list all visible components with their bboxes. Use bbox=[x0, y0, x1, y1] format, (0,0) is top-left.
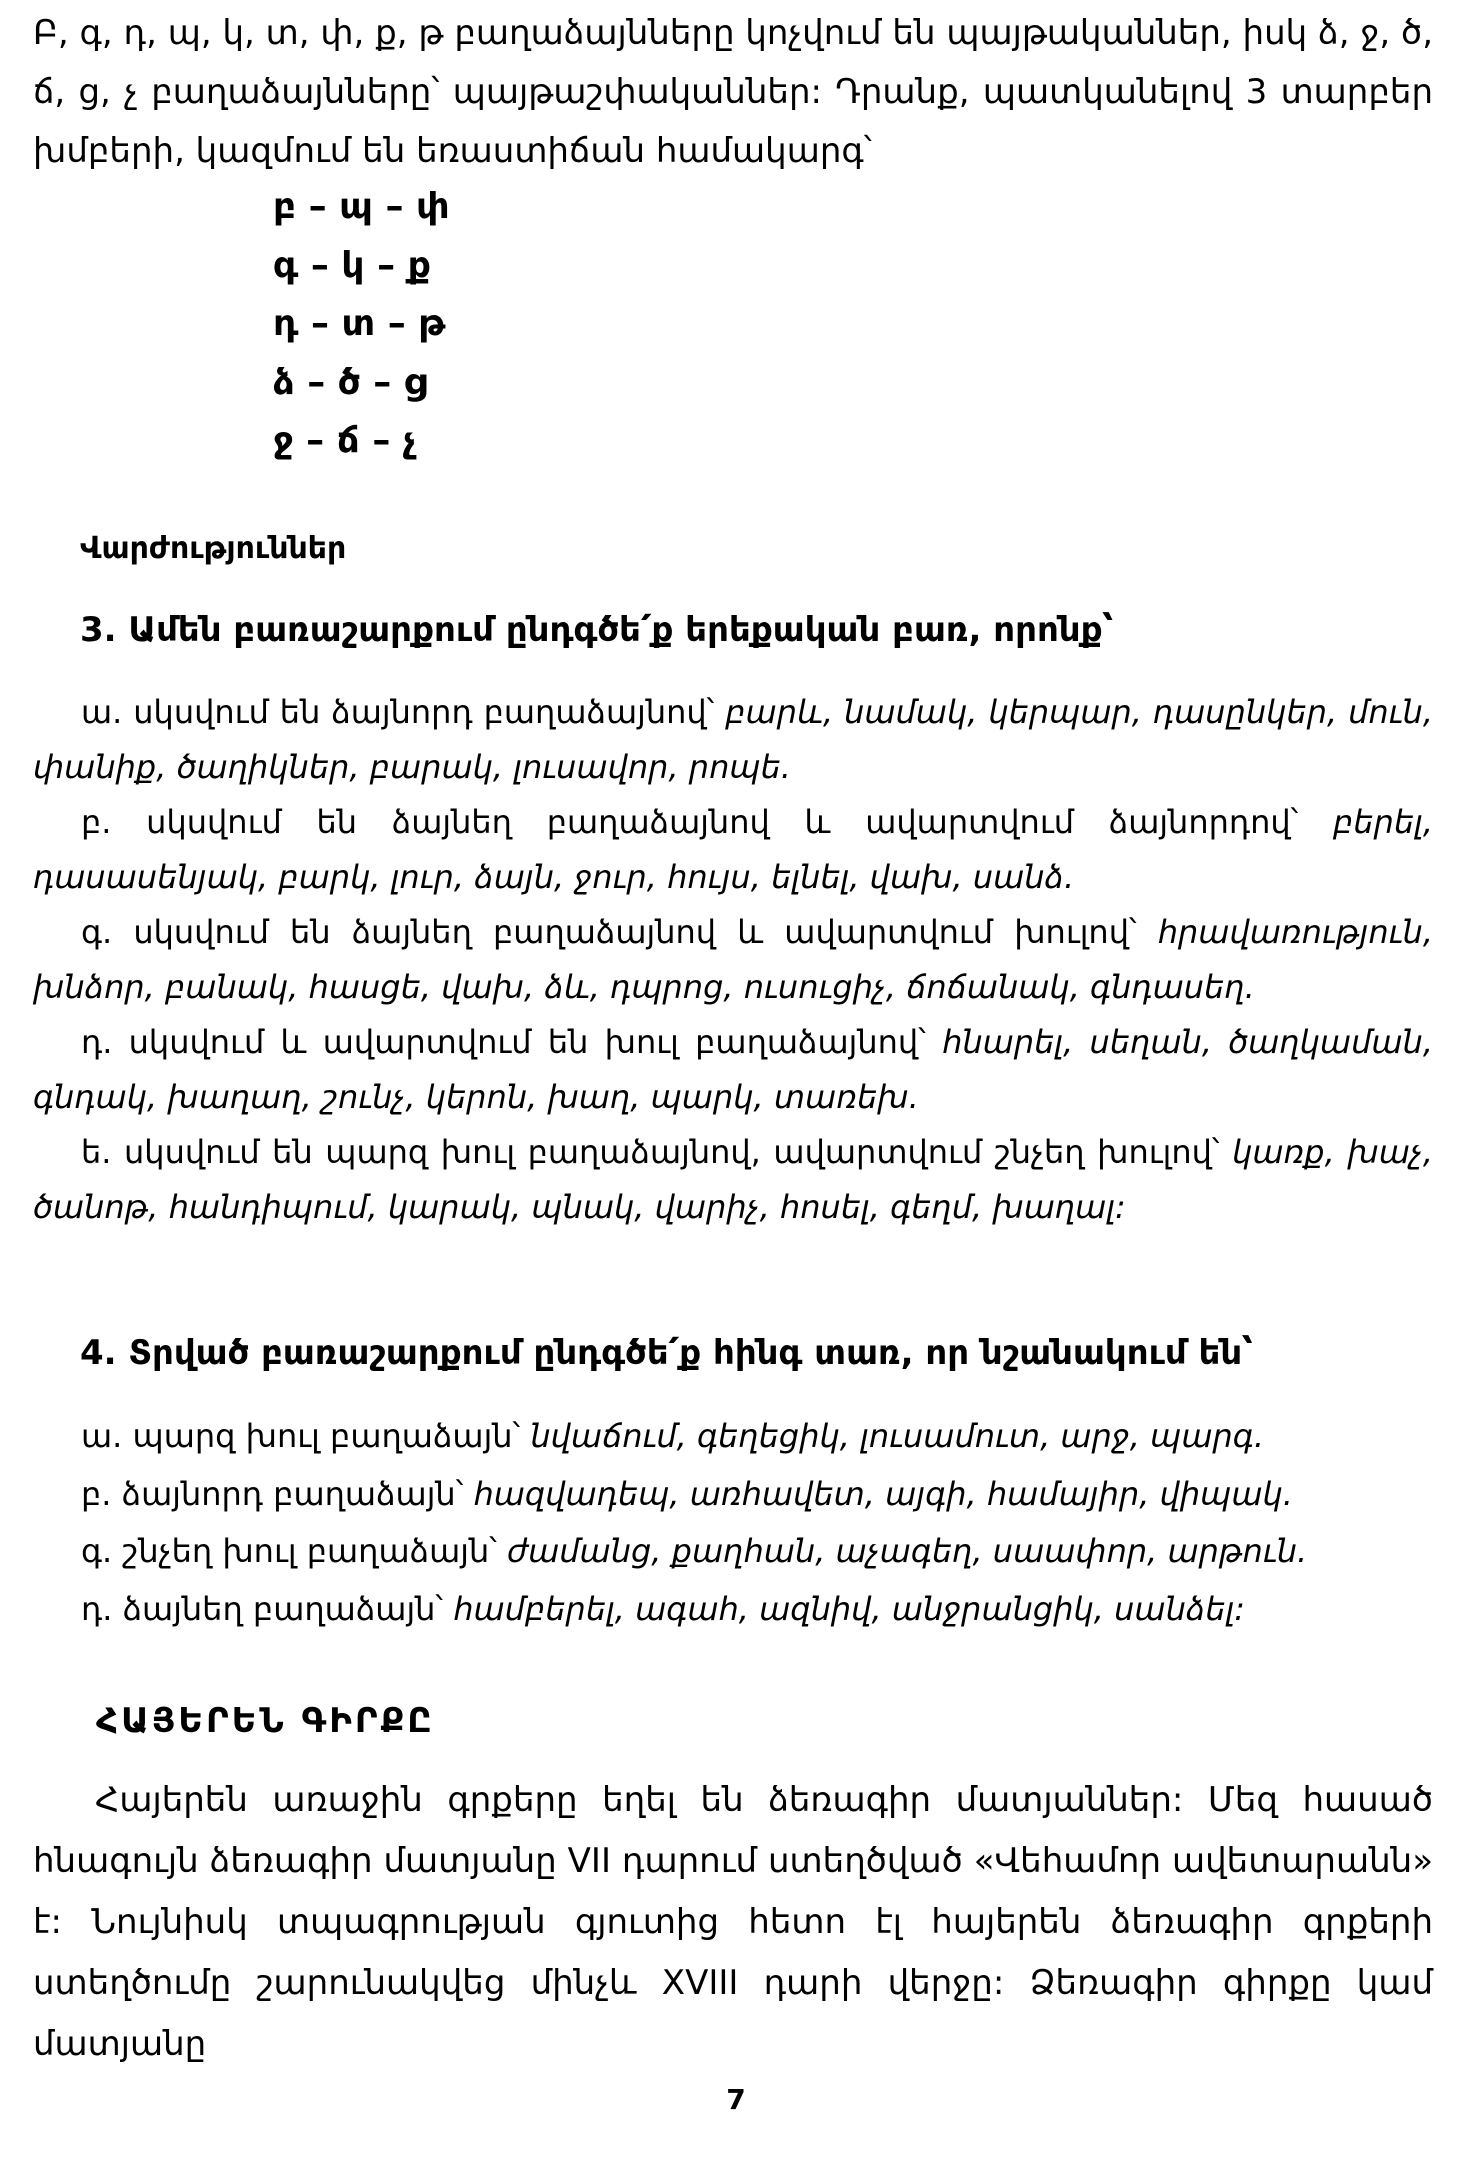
task-item-words: կառք, խաչ, ծանոթ, հանդիպում, կարակ, պնակ, վարիչ, հոսել, գեղմ, խաղալ: bbox=[33, 1133, 1433, 1226]
task-item-words: հնարել, սեղան, ծաղկաման, գնդակ, խաղաղ, շունչ, կերոն, խաղ, պարկ, տառեխ. bbox=[33, 1023, 1434, 1116]
task-item bbox=[33, 1015, 1433, 1125]
task-item-text: ե. սկսվում են պարզ խուլ բաղաձայնով, ավարտվում շնչեղ խուլով՝ bbox=[81, 1133, 1233, 1171]
task-3-title: 3. Ամեն բառաշարքում ընդգծե՛ք երեքական բառ, որոնք՝ bbox=[80, 610, 1114, 650]
task-4-list bbox=[33, 1408, 1433, 1638]
task-4-title: 4. Տրված բառաշարքում ընդգծե՛ք հինգ տառ, որ նշանակում են՝ bbox=[80, 1333, 1253, 1373]
consonant-triple: դ – տ – թ bbox=[273, 303, 446, 344]
task-item bbox=[33, 1523, 1433, 1581]
consonant-triple: գ – կ – ք bbox=[273, 244, 431, 286]
task-item-words: հրավառություն, խնձոր, բանակ, հասցե, վախ, ձև, դպրոց, ուսուցիչ, ճոճանակ, գնդասեղ. bbox=[33, 913, 1433, 1006]
task-item-text: գ. սկսվում են ձայնեղ բաղաձայնով և ավարտվում խուլով՝ bbox=[81, 913, 1158, 951]
task-item-text: ա. պարզ խուլ բաղաձայն՝ bbox=[81, 1417, 531, 1455]
task-item-text: դ. ձայնեղ բաղաձայն՝ bbox=[81, 1589, 454, 1628]
consonant-triple: ջ – ճ – չ bbox=[273, 420, 417, 461]
task-item-text: գ. շնչեղ խուլ բաղաձայն՝ bbox=[81, 1532, 508, 1570]
task-item-text: դ. սկսվում և ավարտվում են խուլ բաղաձայնով՝ bbox=[81, 1023, 943, 1061]
task-item bbox=[33, 1408, 1433, 1466]
task-item bbox=[33, 905, 1433, 1015]
task-item bbox=[33, 1125, 1433, 1235]
task-item-words: նվաճում, գեղեցիկ, լուսամուտ, արջ, պարգ. bbox=[530, 1417, 1264, 1455]
task-item-words: բարև, նամակ, կերպար, դասընկեր, մուն, փանիք, ծաղիկներ, բարակ, լուսավոր, րոպե. bbox=[33, 693, 1434, 786]
task-item bbox=[33, 1466, 1433, 1524]
task-item-words: հազվադեպ, առհավետ, այգի, համայիր, վիպակ. bbox=[473, 1474, 1293, 1513]
task-item bbox=[33, 795, 1433, 905]
task-item-text: բ. ձայնորդ բաղաձայն՝ bbox=[81, 1474, 474, 1513]
consonant-triples-list bbox=[273, 178, 450, 471]
task-item bbox=[33, 1581, 1433, 1639]
task-item-text: բ. սկսվում են ձայնեղ բաղաձայնով և ավարտվում ձայնորդով՝ bbox=[81, 803, 1334, 841]
task-item-words: բերել, դասասենյակ, բարկ, լուր, ձայն, ջուր, հույս, ելնել, վախ, սանձ. bbox=[33, 803, 1433, 896]
history-paragraph: Հայերեն առաջին գրքերը եղել են ձեռագիր մատյաններ: Մեզ հասած հնագույն ձեռագիր մատյանը VII դարում ստեղծված «Վեհամոր ավետարանն» է: Նույնիսկ տպագրության գյուտից հետո էլ հայերեն ձեռագիր գրքերի ստեղծումը շարունակվեց մինչև XVIII դարի վերջը: Ձեռագիր գիրքը կամ մատյանը bbox=[33, 1780, 1433, 2064]
page-number: 7 bbox=[726, 2083, 746, 2116]
task-item-text: ա. սկսվում են ձայնորդ բաղաձայնով՝ bbox=[81, 693, 726, 731]
task-3-list bbox=[33, 685, 1433, 1235]
consonant-triple: բ – պ – փ bbox=[273, 186, 450, 227]
task-item-words: համբերել, ագահ, ազնիվ, անջրանցիկ, սանձել: bbox=[453, 1589, 1246, 1628]
section-title: ՀԱՅԵՐԵՆ ԳԻՐՔԸ bbox=[96, 1701, 435, 1741]
task-item-words: ժամանց, քաղհան, աչագեղ, սաափոր, արթուն. bbox=[507, 1532, 1308, 1570]
task-item bbox=[33, 685, 1433, 795]
exercises-heading: Վարժություններ bbox=[80, 531, 347, 566]
intro-paragraph: Բ, գ, դ, պ, կ, տ, փ, ք, թ բաղաձայնները կոչվում են պայթականներ, իսկ ձ, ջ, ծ, ճ, ց, չ բաղաձայնները՝ պայթաշփականներ: Դրանք, պատկանելով 3 տարբեր խմբերի, կազմում են եռաստիճան համակարգ՝ bbox=[33, 13, 1433, 171]
consonant-triple: ձ – ծ – ց bbox=[273, 361, 427, 403]
